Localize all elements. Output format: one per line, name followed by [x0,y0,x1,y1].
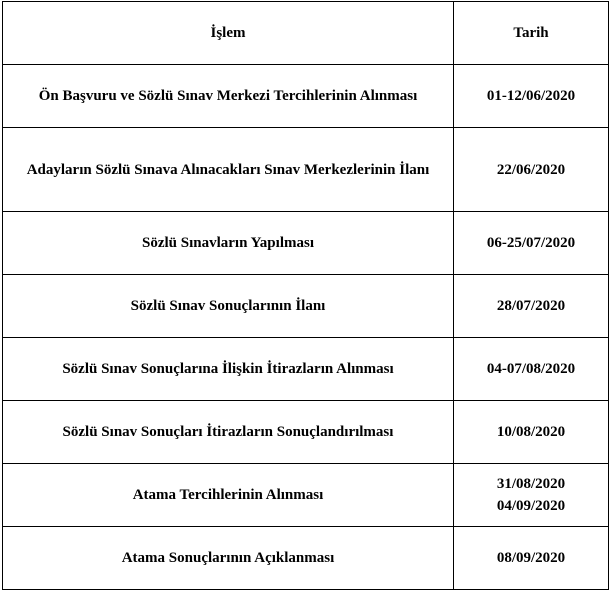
operation-cell: Sözlü Sınav Sonuçlarının İlanı [3,275,454,338]
table-row [3,212,609,275]
date-cell: 10/08/2020 [454,401,609,464]
header-date: Tarih [454,2,609,65]
date-cell: 01-12/06/2020 [454,65,609,128]
table-row [3,65,609,128]
operation-cell: Atama Tercihlerinin Alınması [3,464,454,527]
operation-cell: Sözlü Sınavların Yapılması [3,212,454,275]
operation-cell: Sözlü Sınav Sonuçları İtirazların Sonuçlandırılması [3,401,454,464]
header-operation: İşlem [3,2,454,65]
schedule-table [2,1,609,590]
table-row [3,275,609,338]
date-cell: 04-07/08/2020 [454,338,609,401]
table-row [3,464,609,527]
operation-cell: Atama Sonuçlarının Açıklanması [3,527,454,590]
operation-cell: Adayların Sözlü Sınava Alınacakları Sınav Merkezlerinin İlanı [3,128,454,212]
date-line-1: 31/08/2020 [496,476,566,492]
table-row [3,527,609,590]
table-row [3,401,609,464]
table-header-row [3,2,609,65]
table-row [3,338,609,401]
date-cell: 28/07/2020 [454,275,609,338]
date-cell [454,464,609,527]
date-cell: 06-25/07/2020 [454,212,609,275]
date-cell: 08/09/2020 [454,527,609,590]
table-row [3,128,609,212]
operation-cell: Sözlü Sınav Sonuçlarına İlişkin İtirazların Alınması [3,338,454,401]
date-line-2: 04/09/2020 [496,498,566,514]
date-cell: 22/06/2020 [454,128,609,212]
operation-cell: Ön Başvuru ve Sözlü Sınav Merkezi Tercihlerinin Alınması [3,65,454,128]
